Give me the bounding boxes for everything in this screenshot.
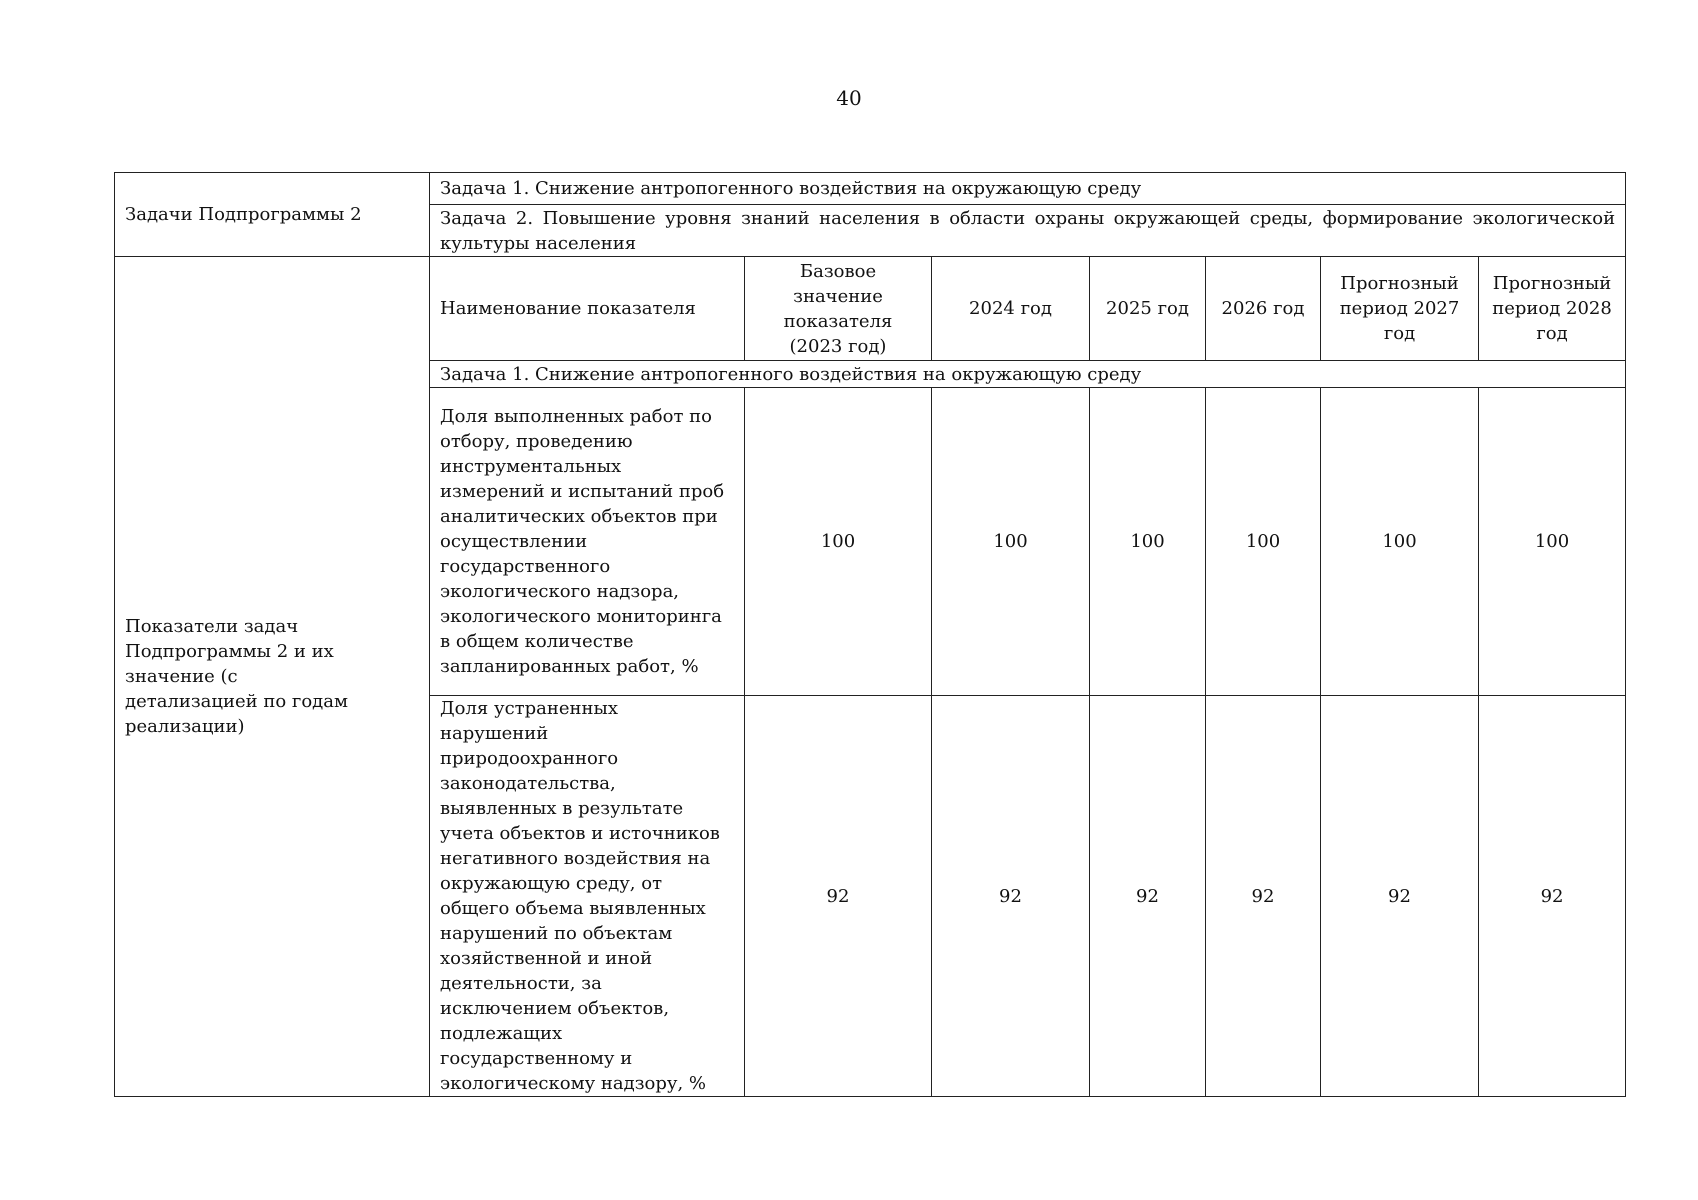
- value-cell: 100: [1479, 388, 1626, 696]
- value-cell: 100: [1090, 388, 1206, 696]
- subprogram-table: [114, 172, 1626, 1097]
- task-row-1: [115, 173, 1626, 205]
- value-cell: 100: [1321, 388, 1479, 696]
- value-cell: 92: [932, 696, 1090, 1097]
- header-2025-text: 2025 год: [1106, 298, 1189, 319]
- task-1-text: Задача 1. Снижение антропогенного воздействия на окружающую среду: [440, 178, 1142, 199]
- header-2027: [1321, 257, 1479, 361]
- value-cell: 92: [745, 696, 932, 1097]
- indicators-label: Показатели задач Подпрограммы 2 и их значение (с детализацией по годам реализации): [125, 616, 348, 737]
- value-cell: 100: [1206, 388, 1321, 696]
- value-cell: 92: [1206, 696, 1321, 1097]
- section-task-text: Задача 1. Снижение антропогенного воздействия на окружающую среду: [440, 363, 1142, 385]
- value-cell: 92: [1090, 696, 1206, 1097]
- header-row: [115, 257, 1626, 361]
- value-cell: 92: [1321, 696, 1479, 1097]
- task-1-cell: [430, 173, 1626, 205]
- task-2-text: Задача 2. Повышение уровня знаний населения в области охраны окружающей среды, формирование экологической культуры населения: [440, 207, 1616, 254]
- indicator-name-cell: [430, 388, 745, 696]
- indicator-name: Доля выполненных работ по отбору, проведению инструментальных измерений и испытаний проб аналитических объектов при осуществлении государственного экологического надзора, экологического мониторинга в общем количестве запланированных работ, %: [440, 406, 725, 677]
- header-2024-text: 2024 год: [969, 298, 1052, 319]
- indicators-label-cell: [115, 257, 430, 1097]
- value-cell: 100: [932, 388, 1090, 696]
- tasks-label-cell: [115, 173, 430, 257]
- value-cell: 92: [1479, 696, 1626, 1097]
- value-cell: 100: [745, 388, 932, 696]
- task-2-cell: [430, 205, 1626, 257]
- header-2025: [1090, 257, 1206, 361]
- indicator-name-cell: [430, 696, 745, 1097]
- tasks-label: Задачи Подпрограммы 2: [125, 204, 362, 225]
- header-2027-text: Прогнозный период 2027 год: [1339, 273, 1460, 344]
- header-2026: [1206, 257, 1321, 361]
- header-2028-text: Прогнозный период 2028 год: [1492, 273, 1612, 344]
- section-task-cell: [430, 361, 1626, 388]
- header-base: [745, 257, 932, 361]
- header-2028: [1479, 257, 1626, 361]
- header-2024: [932, 257, 1090, 361]
- header-name: [430, 257, 745, 361]
- header-2026-text: 2026 год: [1221, 298, 1305, 319]
- page-number: 40: [836, 86, 862, 110]
- header-name-text: Наименование показателя: [440, 298, 696, 319]
- header-base-text: Базовое значение показателя (2023 год): [783, 260, 893, 357]
- indicator-name: Доля устраненных нарушений природоохранного законодательства, выявленных в результате учета объектов и источников негативного воздействия на окружающую среду, от общего объема выявленных нарушений по объектам хозяйственной и иной деятельности, за исключением объектов, подлежащих государственному и экологическому надзору, %: [440, 698, 720, 1094]
